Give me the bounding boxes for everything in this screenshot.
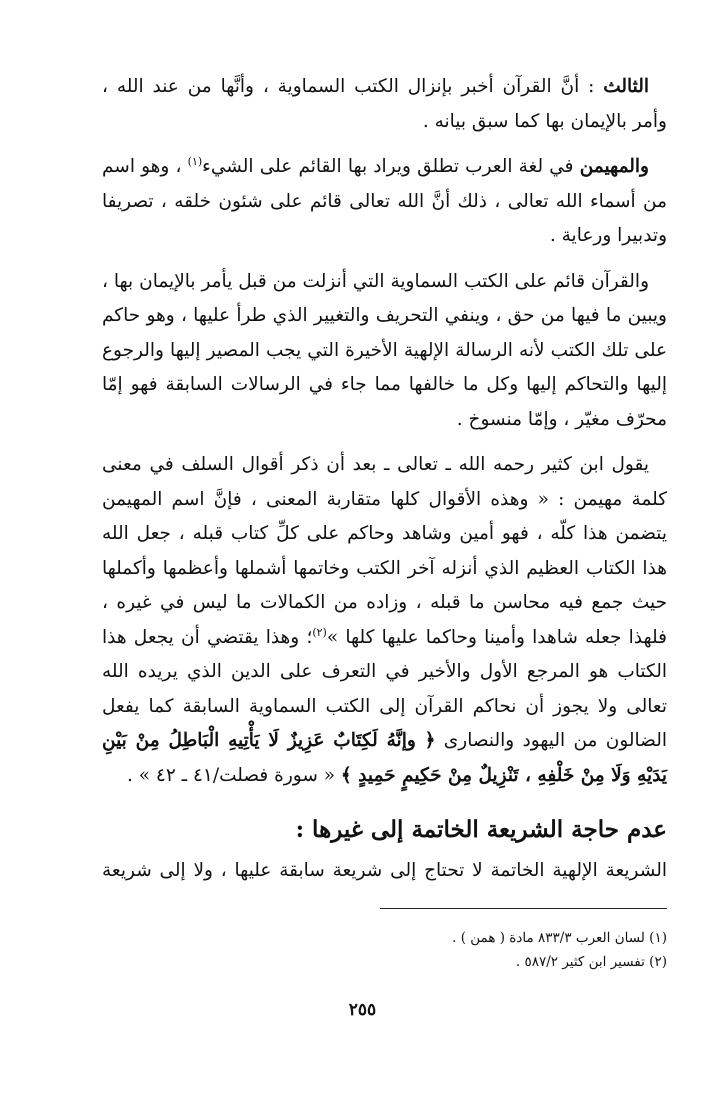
paragraph-text: والقرآن قائم على الكتب السماوية التي أنزلت من قبل يأمر بالإيمان بها ، ويبين ما فيها من حق ، وينفي التحريف والتغيير الذي طرأ عليها ، وهو حاكم على تلك الكتب لأنه الرسالة الإلهية الأخيرة التي يجب المصير إليها والرجوع إليها والتحاكم إليها وكل ما خالفها مما جاء في الرسالات السابقة فهو إمّا محرّف مغيّر ، وإمّا منسوخ . [102,270,667,430]
footnote-ref: (٢) [312,625,327,639]
paragraph-lead: والمهيمن [579,156,649,177]
section-heading: عدم حاجة الشريعة الخاتمة إلى غيرها : [295,816,667,843]
footnotes [102,926,667,974]
paragraph-text: يقول ابن كثير رحمه الله ـ تعالى ـ بعد أن ذكر أقوال السلف في معنى كلمة مهيمن : « وهذه الأقوال كلها متقاربة المعنى ، فإنَّ اسم المهيمن يتضمن هذا كلّه ، فهو أمين وشاهد وحاكم على كلِّ كتاب قبله ، جعل الله هذا الكتاب العظيم الذي أنزله آخر الكتب وخاتمها أشملها وأعظمها وأكملها حيث جمع فيه محاسن ما قبله ، وزاده من الكمالات ما ليس في غيره ، فلهذا جعله شاهدا وأمينا وحاكما عليها كلها » [102,454,667,648]
paragraph-3 [102,265,667,438]
paragraph-text: ، وهو اسم من أسماء الله تعالى ، ذلك أنَّ الله تعالى قائم على شئون خلقه ، تصريفا وتدبيرا ورعاية . [102,156,667,246]
footnote-1: (١) لسان العرب ٨٣٣/٣ مادة ( همن ) . [452,930,667,946]
paragraph-2 [102,150,667,254]
surah-citation: « سورة فصلت/٤١ ـ ٤٢ » . [126,764,341,786]
quran-verse: ﴿ وإنَّهُ لَكِتَابٌ عَزِيزٌ لَا يَأْتِيهِ الْبَاطِلُ مِنْ بَيْنِ يَدَيْهِ وَلَا مِنْ خَلْفِهِ ، تَنْزِيلٌ مِنْ حَكِيمٍ حَمِيدٍ ﴾ [102,730,667,786]
paragraph-text: ؛ وهذا يقتضي أن يجعل هذا الكتاب هو المرجع الأول والأخير في التعرف على الدين الذي يريده الله تعالى ولا يجوز أن نحاكم القرآن إلى الكتب السماوية السابقة كما يفعل الضالون من اليهود والنصارى [102,626,668,751]
footnote-divider [380,908,667,909]
paragraph-lead: الثالث [603,76,649,97]
paragraph-5: الشريعة الإلهية الخاتمة لا تحتاج إلى شريعة سابقة عليها ، ولا إلى شريعة [102,860,667,881]
paragraph-1 [102,70,667,139]
page-number: ٢٥٥ [348,1000,377,1020]
footnote-ref: (١) [187,154,203,168]
main-text [102,70,667,804]
paragraph-text: : أنَّ القرآن أخبر بإنزال الكتب السماوية ، وأنَّها من عند الله ، وأمر بالإيمان بها كما سبق بيانه . [102,76,667,132]
footnote-2: (٢) تفسير ابن كثير ٥٨٧/٢ . [515,954,667,970]
paragraph-text: في لغة العرب تطلق ويراد بها القائم على الشيء [202,156,574,177]
paragraph-4 [102,448,667,793]
